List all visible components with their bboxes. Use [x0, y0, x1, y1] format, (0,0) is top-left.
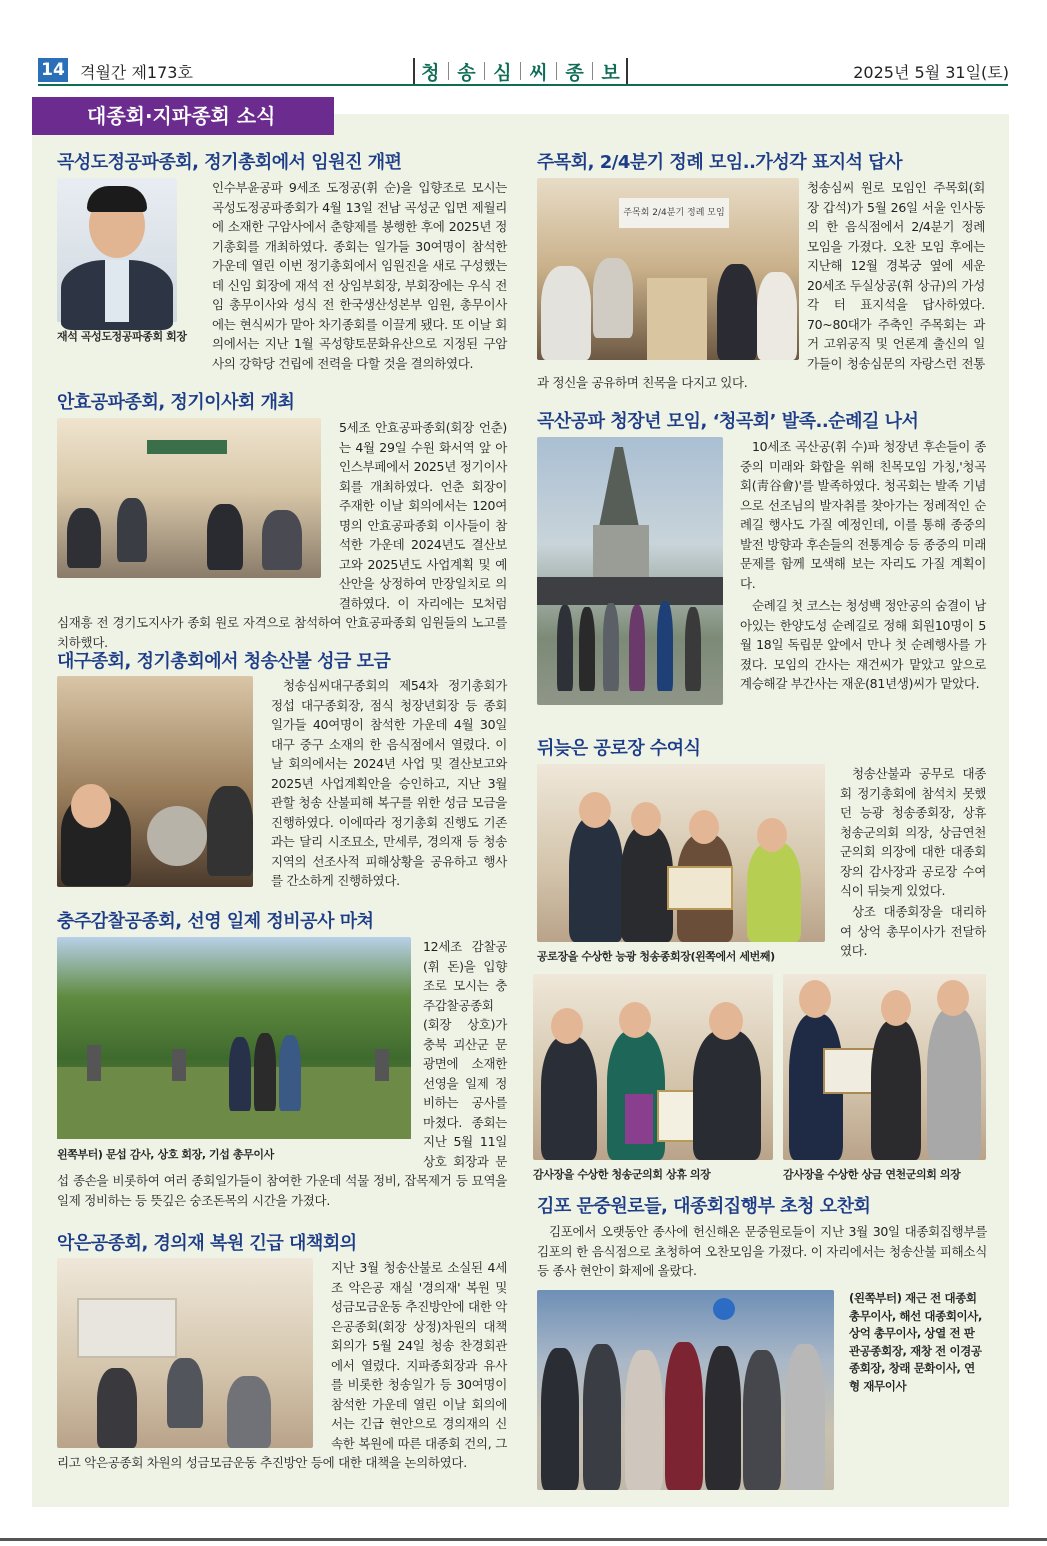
- article-body: 인수부윤공파 9세조 도정공(휘 순)을 입향조로 모시는 곡성도정공파종회가 4월 13일 전남 곡성군 입면 제월리에 소재한 구암사에서 춘향제를 봉행한 후에 2025년 정기총회를 개최하였다. 종회는 일가들 30여명이 참석한 가운데 열린 이번 정기총회에서 임원진을 새로 구성했는데 신임 회장에 재석 전 상임부회장, 부회장에는 우식 전임 총무이사와 성식 전 한국생산성본부 임원, 총무이사에는 현식씨가 맡아 차기종회를 이끌게 됐다. 또 이날 회의에서는 지난 1월 곡성향토문화유산으로 지정된 구암사의 강학당 건립에 전력을 다할 것을 결의하였다.: [212, 180, 507, 371]
- article-body: 10세조 곡산공(휘 수)파 청장년 후손들이 종중의 미래와 화합을 위해 친목모임 가칭,'청곡회(靑谷會)'를 발족하였다. 청곡회는 발족 기념으로 선조님의 발자취를 찾아가는 정례적인 순례길 행사도 가질 예정인데, 이를 통해 종중의 발전 방향과 후손들의 전통계승 등 종중의 미래문제를 함께 모색해 보는 자리도 가질 계획이다.: [740, 439, 986, 591]
- issue-date: 2025년 5월 31일(토): [853, 63, 1009, 82]
- photo-banner: 주목회 2/4분기 정례 모임: [619, 198, 729, 228]
- photo-caption: 재석 곡성도정공파종회 회장: [57, 330, 187, 343]
- article-body: 5세조 안효공파종회(회장 언춘)는 4월 29일 수원 화서역 앞 아인스부페에서 2025년 정기이사회를 개최하였다. 언춘 회장이 주재한 이날 회의에서는 120여명의 안효공파종회 이사들이 참석한 가운데 2024년도 결산보고와 2025년도 사업계획 및 예산안을 상정하여 만장일치로 의결하였다. 이 자리에는 모처럼 심재흥 전 경기도지사가 종회 원로 자격으로 참석하여 안효공파종회 임원들의 노고를 치하했다.: [57, 420, 507, 650]
- title-char: 송: [457, 61, 476, 84]
- photo-caption: 감사장을 수상한 상금 연천군의회 의장: [783, 1168, 961, 1181]
- title-char: 종: [565, 61, 584, 84]
- article-headline: 뒤늦은 공로장 수여식: [537, 738, 701, 759]
- photo-caption: 공로장을 수상한 능광 청송종회장(왼쪽에서 세번째): [537, 950, 775, 963]
- article-body: 상조 대종회장을 대리하여 상억 총무이사가 전달하였다.: [840, 904, 986, 958]
- article-body: 청송산불과 공무로 대종회 정기총회에 참석치 못했던 능광 청송종회장, 상휴 청송군의회 의장, 상금연천군의회 의장에 대한 대종회장의 감사장과 공로장 수여식이 뒤늦게 있었다.: [840, 766, 986, 898]
- group-photo: [537, 1290, 834, 1490]
- article-headline: 곡성도정공파종회, 정기총회에서 임원진 개편: [57, 152, 402, 173]
- page-bottom-rule: [0, 1538, 1047, 1541]
- award-photo-left: [533, 974, 773, 1160]
- article-body: 순례길 첫 코스는 청성백 정안공의 숨결이 남아있는 한양도성 순례길로 정해 회원10명이 5월 18일 독립문 앞에서 만나 첫 순례행사를 가졌다. 모임의 간사는 재건씨가 맡았고 앞으로 계승해갈 부간사는 재운(81년생)씨가 맡았다.: [740, 598, 986, 691]
- banquet-photo: [57, 676, 253, 887]
- newspaper-title: [413, 58, 628, 84]
- section-title: 대종회·지파종회 소식: [32, 97, 334, 135]
- photo-caption: 감사장을 수상한 청송군의회 상휴 의장: [533, 1168, 711, 1181]
- article-headline: 충주감찰공종회, 선영 일제 정비공사 마쳐: [57, 911, 374, 932]
- article-headline: 김포 문중원로들, 대종회집행부 초청 오찬회: [537, 1196, 871, 1217]
- title-char: 심: [493, 61, 512, 84]
- page-number: 14: [38, 58, 68, 82]
- article-headline: 안효공파종회, 정기이사회 개최: [57, 392, 295, 413]
- article-headline: 곡산공파 청장년 모임, ‘청곡회’ 발족..순례길 나서: [537, 411, 919, 432]
- title-char: 청: [421, 61, 440, 84]
- article-body: 지난 3월 청송산불로 소실된 4세조 악은공 재실 '경의재' 복원 및 성금모금운동 추진방안에 대한 악은공종회(회장 상정)차원의 대책회의가 5월 24일 청송 찬경회관에서 열렸다. 지파종회장과 유사를 비롯한 청송일가 등 30여명이 참석한 가운데 열린 이날 회의에서는 긴급 현안으로 경의재의 신속한 복원에 따른 대종회 건의, 그리고 악은공종회 차원의 성금모금운동 추진방안 등에 대한 대책을 논의하였다.: [57, 1260, 507, 1470]
- article-body: 청송심씨대구종회의 제54차 정기총회가 정섭 대구종회장, 점식 청장년회장 등 종회 일가들 40여명이 참석한 가운데 4월 30일 대구 중구 소재의 한 음식점에서 열렸다. 이날 회의에서는 2024년 사업 및 결산보고와 2025년 사업계획안을 승인하고, 지난 3월 관할 청송 산불피해 복구를 위한 성금 모금을 진행하였다. 이에따라 정기총회 진행도 기존과는 달리 시조묘소, 만세루, 경의재 등 청송지역의 선조사적 피해상황을 공유하고 행사를 간소하게 진행하였다.: [271, 678, 507, 888]
- title-char: 보: [601, 61, 620, 84]
- header-divider: [38, 84, 1008, 86]
- article-body: 12세조 감찰공(휘 돈)을 입향조로 모시는 충주감찰공종회(회장 상호)가 충북 괴산군 문광면에 소재한 선영을 일제 정비하는 공사를 마쳤다. 종회는 지난 5월 11일 상호 회장과 문섭 종손을 비롯하여 여러 종회일가들이 참여한 가운데 석물 정비, 잡목제거 등 묘역을 일제 정비하는 등 뜻깊은 숭조돈목의 시간을 가졌다.: [57, 939, 507, 1208]
- photo-caption: (왼쪽부터) 재근 전 대종회총무이사, 해선 대종회이사, 상억 총무이사, 상열 전 판관공종회장, 재창 전 이경공종회장, 창래 문화이사, 연형 재무이사: [849, 1291, 982, 1393]
- title-char: 씨: [529, 61, 548, 84]
- monument-photo: [537, 437, 723, 705]
- photo-caption: 왼쪽부터) 문섭 감사, 상호 회장, 기섭 총무이사: [57, 1148, 274, 1161]
- article-body: 청송심씨 원로 모임인 주목회(회장 갑석)가 5월 26일 서울 인사동의 한 음식점에서 2/4분기 정례 모임을 가졌다. 오찬 모임 후에는 지난해 12월 경복궁 옆에 세운 20세조 두실상공(휘 상규)의 가성각 터 표지석을 답사하였다. 70~80대가 주축인 주목회는 과거 고위공직 및 언론계 출신의 일가들이 청송심문의 자랑스런 전통과 정신을 공유하며 친목을 다지고 있다.: [537, 180, 985, 390]
- article-headline: 대구종회, 정기총회에서 청송산불 성금 모금: [57, 651, 391, 672]
- article-headline: 주목회, 2/4분기 정례 모임..가성각 표지석 답사: [537, 152, 903, 173]
- award-photo-right: [783, 974, 986, 1160]
- article-headline: 악은공종회, 경의재 복원 긴급 대책회의: [57, 1233, 357, 1254]
- article-body: 김포에서 오랫동안 종사에 헌신해온 문중원로들이 지난 3월 30일 대종회집행부를 김포의 한 음식점으로 초청하여 오찬모임을 가졌다. 이 자리에서는 청송산불 피해소식 등 종사 현안이 화제에 올랐다.: [537, 1224, 987, 1278]
- award-ceremony-photo: [537, 764, 825, 942]
- issue-number: 격월간 제173호: [80, 63, 193, 82]
